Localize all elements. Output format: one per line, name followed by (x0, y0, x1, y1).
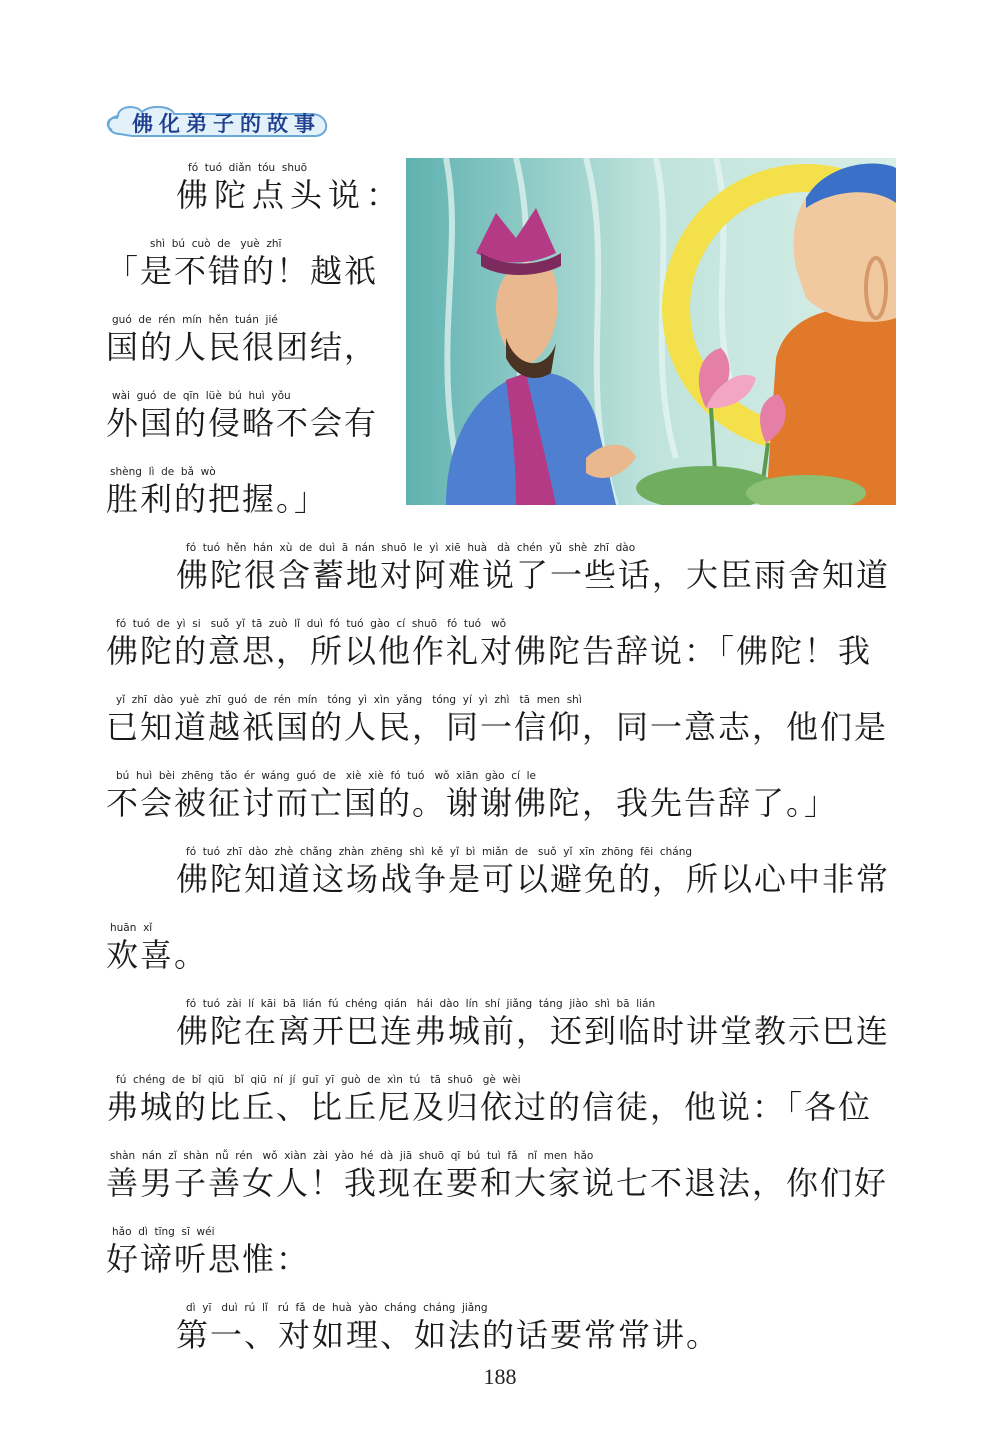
body-text: 「是不错的！越祇 (106, 252, 379, 290)
pinyin-annotation: dì yī duì rú lǐ rú fǎ de huà yào cháng cháng jiǎng (186, 1302, 488, 1314)
body-text: 佛陀的意思，所以他作礼对佛陀告辞说：「佛陀！我 (106, 632, 873, 670)
pinyin-annotation: shàn nán zǐ shàn nǚ rén wǒ xiàn zài yào hé dà jiā shuō qī bú tuì fǎ nǐ men hǎo (110, 1150, 594, 1162)
body-text: 佛陀知道这场战争是可以避免的，所以心中非常 (176, 860, 891, 898)
pinyin-annotation: wài guó de qīn lüè bú huì yǒu (112, 390, 291, 402)
body-text: 胜利的把握。」 (106, 480, 329, 518)
body-text: 第一、对如理、如法的话要常常讲。 (176, 1316, 721, 1354)
chapter-header (102, 100, 342, 146)
pinyin-annotation: shèng lì de bǎ wò (110, 466, 216, 478)
body-text: 好谛听思惟： (106, 1240, 311, 1278)
pinyin-annotation: guó de rén mín hěn tuán jié (112, 314, 278, 326)
pinyin-annotation: fó tuó zhī dào zhè chǎng zhàn zhēng shì kě yǐ bì miǎn de suǒ yǐ xīn zhōng fēi cháng (186, 846, 693, 858)
body-text: 善男子善女人！我现在要和大家说七不退法，你们好 (106, 1164, 889, 1202)
pinyin-annotation: shì bú cuò de yuè zhī (150, 238, 282, 250)
body-text: 不会被征讨而亡国的。谢谢佛陀，我先告辞了。」 (106, 784, 839, 822)
pinyin-annotation: fó tuó de yì si suǒ yǐ tā zuò lǐ duì fó tuó gào cí shuō fó tuó wǒ (116, 618, 507, 630)
pinyin-annotation: fó tuó diǎn tóu shuō (188, 162, 308, 174)
page-number: 188 (483, 1364, 517, 1389)
pinyin-annotation: bú huì bèi zhēng tǎo ér wáng guó de xiè xiè fó tuó wǒ xiān gào cí le (116, 770, 536, 782)
body-text: 已知道越祇国的人民，同一信仰，同一意志，他们是 (106, 708, 889, 746)
body-text: 国的人民很团结， (106, 328, 379, 366)
body-text: 欢喜。 (106, 936, 209, 974)
pinyin-annotation: hǎo dì tīng sī wéi (112, 1226, 215, 1238)
illustration-scene-icon (406, 158, 896, 505)
body-text: 佛陀点头说： (176, 176, 405, 214)
body-text: 外国的侵略不会有 (106, 404, 379, 442)
pinyin-annotation: fó tuó hěn hán xù de duì ā nán shuō le yì xiē huà dà chén yǔ shè zhī dào (186, 542, 636, 554)
pinyin-annotation: huān xǐ (110, 922, 153, 934)
body-text: 佛陀在离开巴连弗城前，还到临时讲堂教示巴连 (176, 1012, 891, 1050)
story-illustration (406, 158, 896, 505)
body-text: 佛陀很含蓄地对阿难说了一些话，大臣雨舍知道 (176, 556, 891, 594)
body-text: 弗城的比丘、比丘尼及归依过的信徒，他说：「各位 (106, 1088, 873, 1126)
pinyin-annotation: fó tuó zài lí kāi bā lián fú chéng qián hái dào lín shí jiǎng táng jiào shì bā lián (186, 998, 656, 1010)
pinyin-annotation: yǐ zhī dào yuè zhī guó de rén mín tóng yì xìn yǎng tóng yí yì zhì tā men shì (116, 694, 582, 706)
pinyin-annotation: fú chéng de bǐ qiū bǐ qiū ní jí guī yī guò de xìn tú tā shuō gè wèi (116, 1074, 521, 1086)
chapter-title: 佛化弟子的故事 (132, 112, 321, 136)
